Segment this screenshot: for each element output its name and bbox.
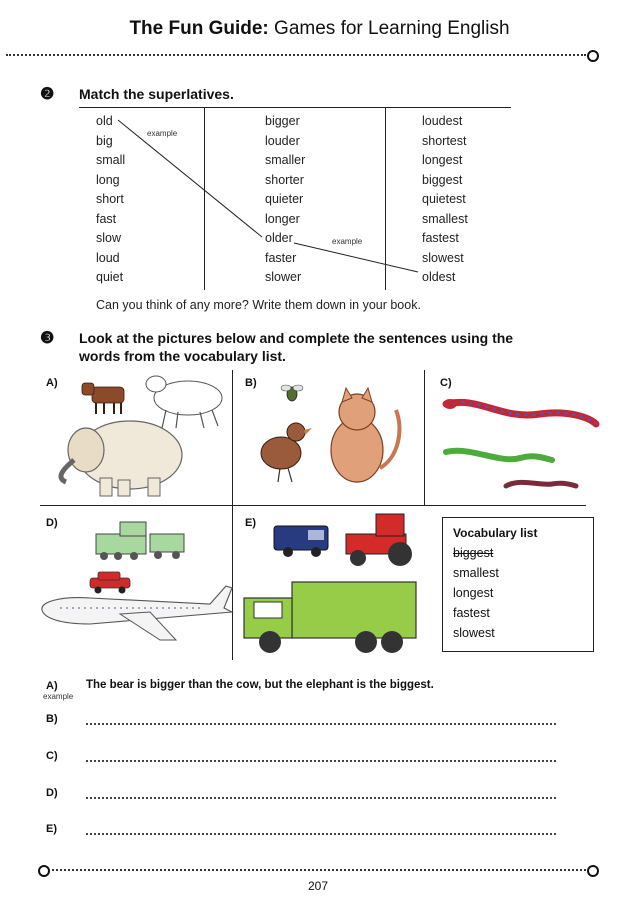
- superlative-word: fastest: [422, 231, 459, 245]
- adjective-word: loud: [96, 250, 120, 265]
- adjective-word: old: [96, 114, 113, 128]
- answer-a-label: A): [46, 680, 58, 692]
- cow-illustration: [82, 383, 124, 414]
- superlative-word: slowest: [422, 250, 464, 265]
- polar-bear-illustration: [146, 376, 222, 428]
- exercise-3-heading-line-1: Look at the pictures below and complete the sentences using the: [79, 330, 514, 346]
- adjective-word: fast: [96, 211, 117, 226]
- comparative-word: shorter: [265, 172, 304, 187]
- exercise-2-heading: Match the superlatives.: [79, 86, 234, 102]
- exercise-2-prompt: Can you think of any more? Write them down in your book.: [96, 298, 421, 312]
- fly-illustration: [281, 385, 303, 401]
- example-label-2: example: [332, 237, 363, 246]
- vocabulary-title: Vocabulary list: [453, 526, 538, 540]
- bird-illustration: [261, 423, 312, 482]
- bottom-divider-ring-right: [587, 865, 599, 877]
- vocabulary-item-fastest: fastest: [453, 606, 490, 620]
- exercise-3-number: ❸: [40, 330, 55, 347]
- example-label-1: example: [147, 129, 178, 138]
- adjective-word: short: [96, 192, 124, 206]
- comparative-word: older: [265, 231, 293, 245]
- cell-c-label: C): [440, 377, 452, 389]
- comparative-word: louder: [265, 133, 300, 148]
- superlative-word: quietest: [422, 192, 466, 206]
- train-illustration: [96, 522, 184, 560]
- comparative-word: bigger: [265, 114, 300, 128]
- adjective-word: slow: [96, 231, 122, 245]
- answer-c-line[interactable]: [86, 760, 556, 762]
- tractor-illustration: [346, 514, 412, 566]
- lorry-illustration: [244, 582, 416, 653]
- answer-d-line[interactable]: [86, 797, 556, 799]
- page-number: 207: [308, 879, 329, 893]
- cell-a-label: A): [46, 377, 58, 389]
- answer-e-label: E): [46, 823, 57, 835]
- superlative-word: shortest: [422, 133, 467, 148]
- elephant-illustration: [61, 421, 182, 496]
- superlative-word: longest: [422, 153, 463, 167]
- car-illustration: [90, 572, 130, 594]
- superlative-word: oldest: [422, 270, 456, 284]
- answer-a-example-label: example: [43, 692, 74, 701]
- cell-e-label: E): [245, 517, 256, 529]
- superlative-word: loudest: [422, 114, 463, 128]
- green-snake-illustration: [446, 451, 552, 460]
- cell-b-label: B): [245, 377, 257, 389]
- vocabulary-item-biggest: biggest: [453, 546, 494, 560]
- comparative-word: quieter: [265, 192, 304, 206]
- answer-a-sentence: The bear is bigger than the cow, but the elephant is the biggest.: [86, 679, 434, 691]
- vocabulary-item-slowest: slowest: [453, 626, 495, 640]
- worm-illustration: [506, 482, 576, 486]
- comparative-word: smaller: [265, 153, 306, 167]
- bottom-divider-ring-left: [38, 865, 50, 877]
- adjective-word: quiet: [96, 270, 124, 284]
- answer-b-label: B): [46, 713, 58, 725]
- exercise-3-heading-line-2: words from the vocabulary list.: [79, 348, 286, 364]
- snake-illustration: [443, 399, 596, 424]
- adjective-word: small: [96, 153, 126, 167]
- adjective-word: long: [96, 172, 120, 187]
- van-illustration: [274, 526, 328, 557]
- vocabulary-list: [442, 517, 594, 652]
- comparative-word: faster: [265, 250, 297, 265]
- vocabulary-item-smallest: smallest: [453, 566, 499, 580]
- cat-illustration: [331, 388, 399, 482]
- superlative-word: biggest: [422, 172, 463, 187]
- cell-d-label: D): [46, 517, 58, 529]
- comparative-word: slower: [265, 270, 302, 284]
- answer-d-label: D): [46, 787, 58, 799]
- title-bold: The Fun Guide:: [129, 18, 269, 39]
- title-rest: Games for Learning English: [274, 18, 510, 39]
- exercise-2-number: ❷: [40, 86, 55, 103]
- answer-e-line[interactable]: [86, 833, 556, 835]
- bottom-divider: [52, 869, 586, 871]
- airplane-illustration: [42, 586, 232, 640]
- answer-c-label: C): [46, 750, 58, 762]
- comparative-word: longer: [265, 211, 300, 226]
- answer-b-line[interactable]: [86, 723, 556, 725]
- superlative-word: smallest: [422, 211, 468, 226]
- vocabulary-item-longest: longest: [453, 586, 494, 600]
- adjective-word: big: [96, 133, 113, 148]
